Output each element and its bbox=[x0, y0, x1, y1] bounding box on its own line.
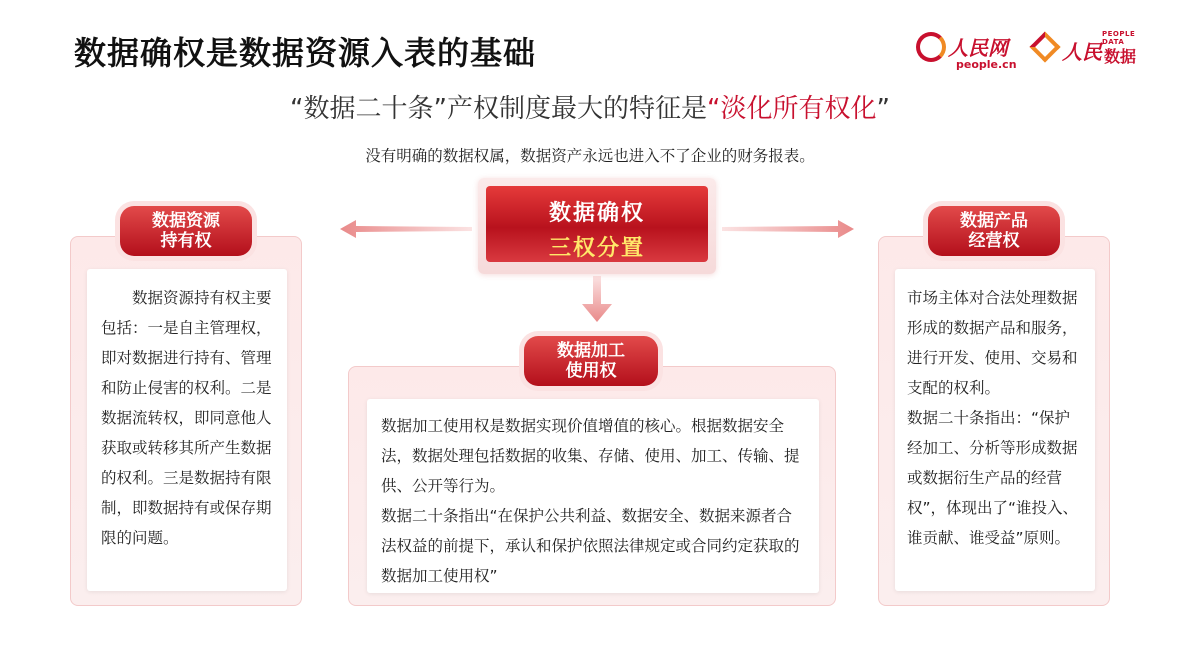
left-arrow bbox=[340, 218, 472, 240]
brand-logos bbox=[916, 26, 1146, 76]
center-card bbox=[478, 178, 716, 274]
middle-panel-content bbox=[367, 399, 819, 593]
subheading bbox=[0, 88, 1180, 125]
left-panel-paragraph: 数据资源持有权主要包括：一是自主管理权，即对数据进行持有、管理和防止侵害的权利。二是数据流转权，即同意他人获取或转移其所产生数据的权利。三是数据持有限制，即数据持有或保存期限的问题。 bbox=[101, 289, 272, 547]
down-arrow bbox=[572, 276, 622, 324]
right-panel-paragraph-2: 数据二十条指出：“保护经加工、分析等形成数据或数据衍生产品的经营权”，体现出了“谁投入、谁贡献、谁受益”原则。 bbox=[907, 409, 1079, 547]
people-data-logo-text: 人民 bbox=[1062, 40, 1102, 64]
people-cn-logo bbox=[916, 30, 1026, 74]
subheading-prefix: “数据二十条”产权制度最大的特征是 bbox=[290, 94, 707, 124]
middle-panel-paragraph-2: 数据二十条指出“在保护公共利益、数据安全、数据来源者合法权益的前提下，承认和保护依照法律规定或合同约定获取的数据加工使用权” bbox=[381, 507, 800, 585]
people-cn-logo-text: 人民网 bbox=[948, 36, 1008, 60]
left-panel-content bbox=[87, 269, 287, 591]
center-title: 数据确权 bbox=[548, 201, 645, 226]
right-arrow bbox=[722, 218, 854, 240]
middle-badge-line1: 数据加工 bbox=[557, 341, 625, 361]
middle-panel-text bbox=[367, 399, 819, 591]
subheading-suffix: ” bbox=[876, 94, 890, 124]
note-text: 没有明确的数据权属，数据资产永远也进入不了企业的财务报表。 bbox=[365, 147, 815, 165]
middle-panel-paragraph-1: 数据加工使用权是数据实现价值增值的核心。根据数据安全法，数据处理包括数据的收集、存储、使用、加工、传输、提供、公开等行为。 bbox=[381, 417, 800, 495]
right-badge-line1: 数据产品 bbox=[960, 211, 1028, 231]
middle-badge-line2: 使用权 bbox=[565, 361, 617, 381]
center-subtitle: 三权分置 bbox=[548, 236, 645, 261]
left-panel-text bbox=[87, 269, 287, 553]
right-panel-paragraph-1: 市场主体对合法处理数据形成的数据产品和服务，进行开发、使用、交易和支配的权利。 bbox=[907, 289, 1078, 397]
middle-panel bbox=[348, 366, 836, 606]
left-panel bbox=[70, 236, 302, 606]
center-banner bbox=[486, 186, 708, 262]
right-badge-line2: 经营权 bbox=[968, 231, 1020, 251]
people-cn-logo-url: people.cn bbox=[956, 58, 1017, 71]
people-data-logo-en: PEOPLE DATA bbox=[1102, 30, 1136, 46]
middle-panel-badge bbox=[524, 336, 658, 386]
right-panel-content bbox=[895, 269, 1095, 591]
people-data-logo-word: 数据 bbox=[1104, 47, 1137, 66]
subheading-accent: “淡化所有权化 bbox=[706, 94, 877, 124]
page-title: 数据确权是数据资源入表的基础 bbox=[74, 34, 537, 72]
right-panel bbox=[878, 236, 1110, 606]
people-cn-ring-icon bbox=[916, 32, 946, 62]
left-panel-badge bbox=[120, 206, 252, 256]
left-badge-line2: 持有权 bbox=[160, 231, 212, 251]
right-panel-text bbox=[895, 269, 1095, 553]
left-badge-line1: 数据资源 bbox=[152, 211, 220, 231]
people-data-diamond-icon bbox=[1029, 31, 1060, 62]
right-panel-badge bbox=[928, 206, 1060, 256]
people-data-logo bbox=[1032, 30, 1146, 74]
